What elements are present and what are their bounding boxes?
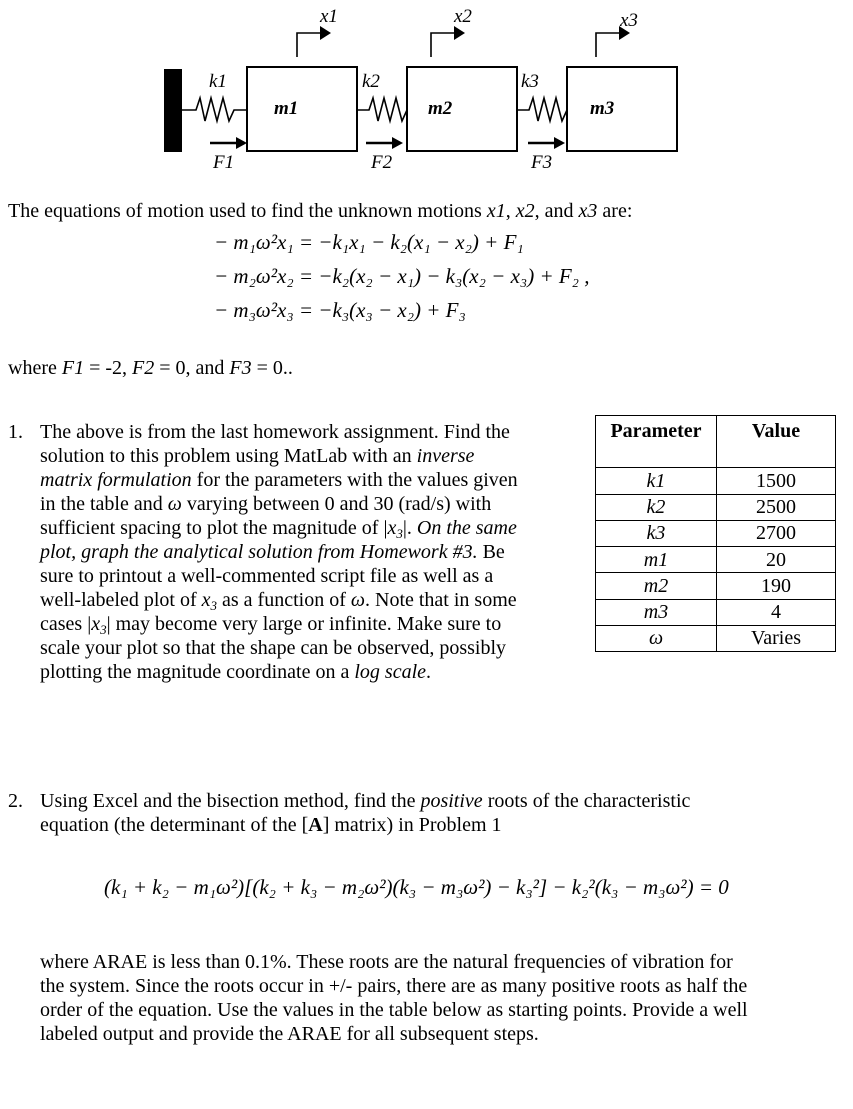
param-value: 190 bbox=[717, 573, 836, 599]
param-name: k3 bbox=[596, 520, 717, 546]
param-value: Varies bbox=[717, 625, 836, 651]
label-x2: x2 bbox=[454, 6, 472, 27]
p1-line-6-emph: plot, graph the analytical solution from Homework #3. bbox=[40, 541, 478, 563]
var-x1: x1 bbox=[486, 200, 506, 222]
where-line bbox=[8, 356, 293, 380]
label-k1: k1 bbox=[209, 71, 227, 92]
table-row bbox=[596, 599, 836, 625]
p1-line-9: cases $|x_3|$ may become very large or infinite. Make sure to bbox=[40, 613, 502, 637]
param-name: m1 bbox=[596, 547, 717, 573]
p1-line-9-text: cases bbox=[40, 613, 83, 635]
intro-sep1: , bbox=[505, 200, 516, 222]
p1-line-3-emph: matrix formulation bbox=[40, 469, 192, 491]
p1-line-11: plotting the magnitude coordinate on a log scale. bbox=[40, 661, 432, 683]
label-F1: F1 bbox=[213, 152, 235, 173]
force-F3-value: = 0.. bbox=[251, 357, 293, 379]
param-value: 1500 bbox=[717, 468, 836, 494]
label-k3: k3 bbox=[521, 71, 539, 92]
parameter-table bbox=[595, 415, 836, 652]
table-row bbox=[596, 573, 836, 599]
mass-box-m2 bbox=[407, 67, 517, 151]
intro-prefix: The equations of motion used to find the unknown motions bbox=[8, 200, 487, 222]
mass-spring-diagram bbox=[0, 0, 853, 190]
p1-line-5-text: sufficient spacing to plot the magnitude of bbox=[40, 517, 379, 539]
label-k2: k2 bbox=[362, 71, 380, 92]
var-x3: x3 bbox=[578, 200, 598, 222]
equation-1: − m₁ω²x₁ = −k₁x₁ − k₂(x₁ − x₂) + F₁ bbox=[214, 230, 524, 254]
force-F2-value: = 0, and bbox=[154, 357, 230, 379]
param-value: 20 bbox=[717, 547, 836, 573]
p1-line-1: The above is from the last homework assignment. Find the bbox=[40, 421, 510, 443]
spring-k1 bbox=[182, 98, 247, 121]
table-row bbox=[596, 468, 836, 494]
equation-2: − m₂ω²x₂ = −k₂(x₂ − x₁) − k₃(x₂ − x₃) + F₂ , bbox=[214, 264, 590, 288]
mass-box-m3 bbox=[567, 67, 677, 151]
label-m3: m3 bbox=[590, 98, 615, 119]
label-x1: x1 bbox=[320, 6, 338, 27]
param-name: m3 bbox=[596, 599, 717, 625]
p1-line-8: well-labeled plot of $x_3$ as a function of ω. Note that in some bbox=[40, 589, 517, 613]
intro-sentence bbox=[8, 199, 632, 223]
spring-k2 bbox=[357, 98, 407, 121]
table-header-row bbox=[596, 416, 836, 468]
param-name: m2 bbox=[596, 573, 717, 599]
problem-2-number: 2. bbox=[8, 790, 23, 812]
p1-line-2-text: solution to this problem using MatLab with an bbox=[40, 445, 412, 467]
problem-1-text bbox=[40, 420, 590, 684]
p1-line-2: solution to this problem using MatLab with an inverse bbox=[40, 445, 475, 467]
table-row bbox=[596, 494, 836, 520]
problem-2-body: where ARAE is less than 0.1%. These roots are the natural frequencies of vibration for the system. Since the roots occur in +/- pairs, there are as many positive roots as half the order of the equation. Use the values in the table below as starting points. Provide a well labeled output and provide the ARAE for all subsequent steps. bbox=[40, 951, 748, 1045]
label-m1: m1 bbox=[274, 98, 299, 119]
force-F1-value: = -2, bbox=[84, 357, 133, 379]
p1-line-7: sure to printout a well-commented script file as well as a bbox=[40, 565, 494, 587]
force-F3: F3 bbox=[229, 357, 252, 379]
table-row bbox=[596, 520, 836, 546]
equation-3: − m₃ω²x₃ = −k₃(x₃ − x₂) + F₃ bbox=[214, 298, 466, 322]
table-header-parameter: Parameter bbox=[596, 416, 717, 468]
force-F1: F1 bbox=[61, 357, 85, 379]
table-row bbox=[596, 547, 836, 573]
problem-1-number: 1. bbox=[8, 421, 23, 443]
table-header-value: Value bbox=[717, 416, 836, 468]
param-name: ω bbox=[596, 625, 717, 651]
p1-line-8-text: well-labeled plot of bbox=[40, 589, 197, 611]
mass-box-m1 bbox=[247, 67, 357, 151]
p1-line-4-text: in the table and bbox=[40, 493, 163, 515]
p1-line-4: in the table and ω varying between 0 and 30 (rad/s) with bbox=[40, 493, 492, 515]
param-value: 2500 bbox=[717, 494, 836, 520]
label-F3: F3 bbox=[531, 152, 553, 173]
p1-line-5: sufficient spacing to plot the magnitude of $|x_3|$. On the same bbox=[40, 517, 517, 541]
param-name: k2 bbox=[596, 494, 717, 520]
label-m2: m2 bbox=[428, 98, 453, 119]
problem-2-intro: Using Excel and the bisection method, find the positive roots of the characteristic equation (the determinant of the [A] matrix) in Problem 1 bbox=[40, 790, 691, 836]
p1-line-6: plot, graph the analytical solution from Homework #3. Be bbox=[40, 541, 505, 563]
characteristic-equation: (k₁ + k₂ − m₁ω²)[(k₂ + k₃ − m₂ω²)(k₃ − m₃ω²) − k₃²] − k₂²(k₃ − m₃ω²) = 0 bbox=[104, 875, 729, 899]
p1-line-3: matrix formulation for the parameters with the values given bbox=[40, 469, 518, 491]
param-value: 2700 bbox=[717, 520, 836, 546]
label-F2: F2 bbox=[371, 152, 393, 173]
table-row bbox=[596, 625, 836, 651]
param-value: 4 bbox=[717, 599, 836, 625]
spring-k3 bbox=[517, 98, 567, 121]
fixed-wall bbox=[164, 69, 182, 152]
intro-sep2: , and bbox=[534, 200, 579, 222]
p1-line-10: scale your plot so that the shape can be observed, possibly bbox=[40, 637, 506, 659]
where-prefix: where bbox=[8, 357, 62, 379]
var-x2: x2 bbox=[515, 200, 535, 222]
intro-suffix: are: bbox=[597, 200, 633, 222]
param-name: k1 bbox=[596, 468, 717, 494]
force-F2: F2 bbox=[132, 357, 155, 379]
p1-line-11-text: plotting the magnitude coordinate on a bbox=[40, 661, 350, 683]
label-x3: x3 bbox=[620, 10, 638, 31]
